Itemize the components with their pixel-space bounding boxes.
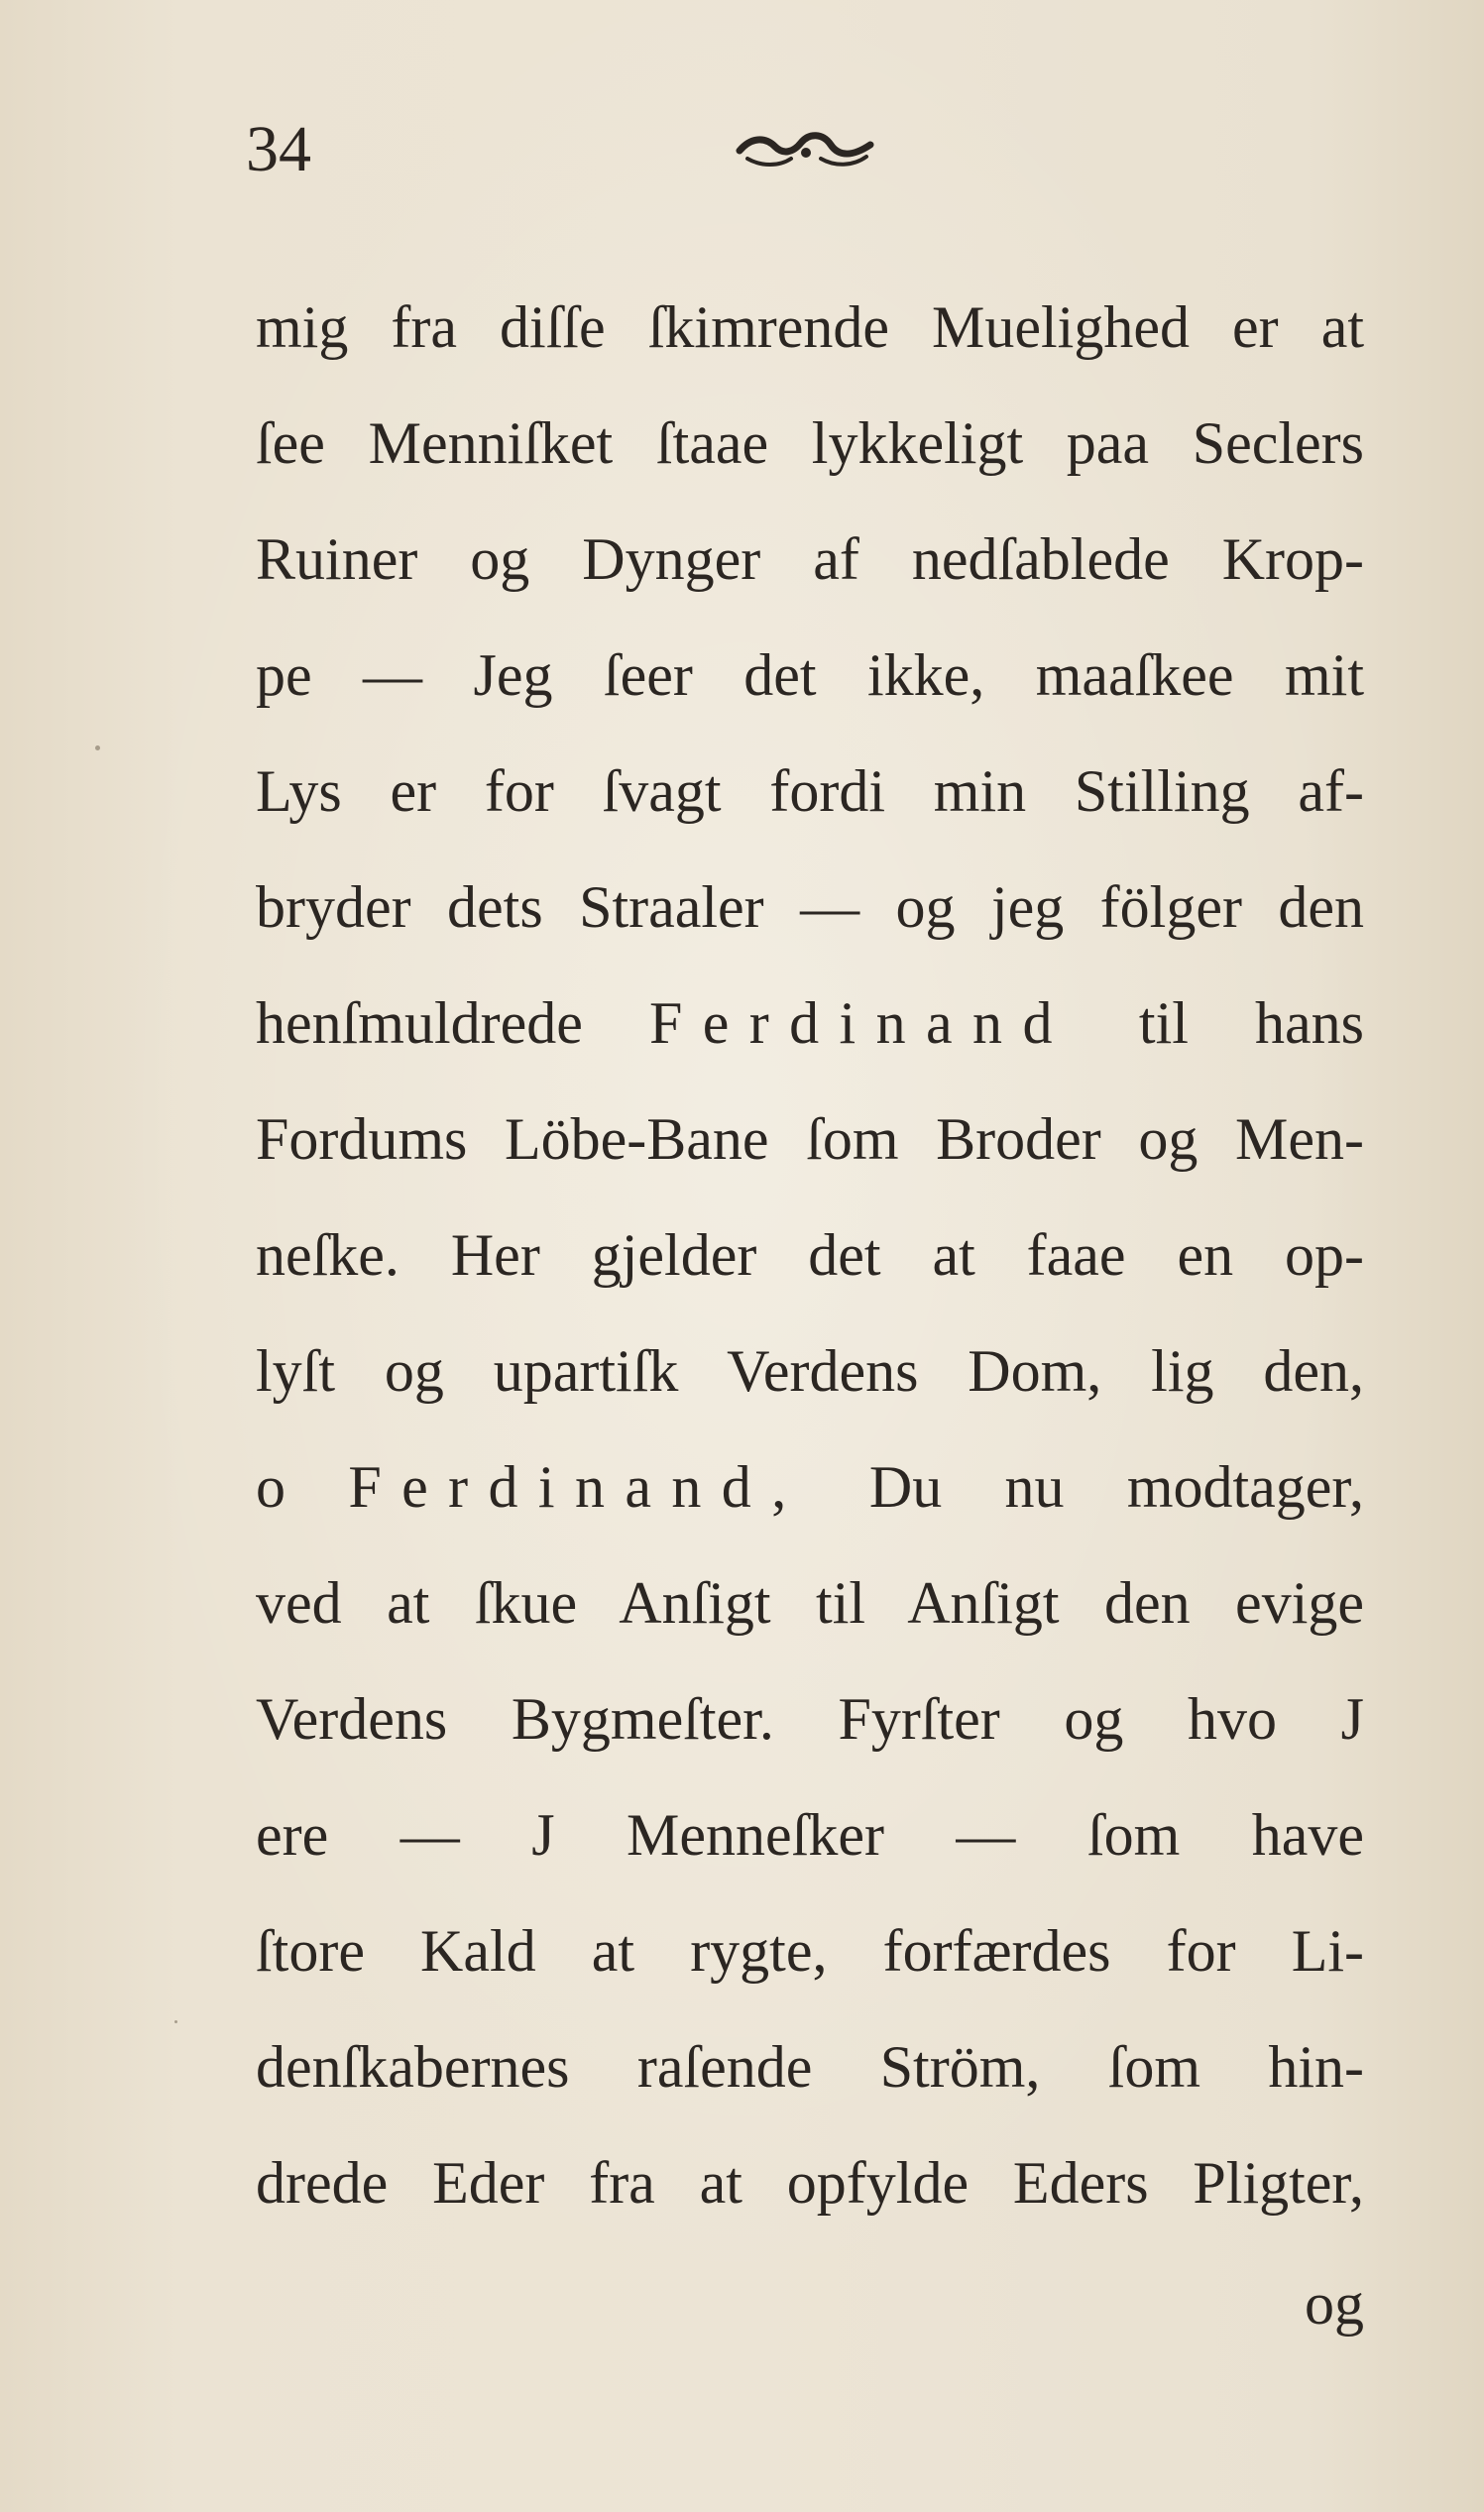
paper-speck	[174, 2020, 177, 2023]
text-line: bryder dets Straaler — og jeg fölger den	[256, 874, 1364, 940]
text-line: denſkabernes raſende Ström, ſom hin-	[256, 2034, 1364, 2100]
text-line: Fordums Löbe-Bane ſom Broder og Men-	[256, 1106, 1364, 1172]
text-line	[256, 1429, 1364, 1545]
text-line: mig fra diſſe ſkimrende Muelighed er at	[256, 294, 1364, 360]
text-line: ved at ſkue Anſigt til Anſigt den evige	[256, 1570, 1364, 1636]
text-line: ere — J Menneſker — ſom have	[256, 1802, 1364, 1868]
printer-ornament-icon	[732, 123, 880, 172]
body-text	[256, 270, 1364, 2241]
catchword: og	[1305, 2271, 1364, 2337]
text-line: neſke. Her gjelder det at faae en op-	[256, 1222, 1364, 1288]
text-line: Ruiner og Dynger af nedſablede Krop-	[256, 526, 1364, 592]
text-line	[256, 966, 1364, 1082]
spaced-name: Ferdinand,	[348, 1454, 807, 1520]
text-line: Verdens Bygmeſter. Fyrſter og hvo J	[256, 1686, 1364, 1752]
text-line: pe — Jeg ſeer det ikke, maaſkee mit	[256, 642, 1364, 708]
spaced-name: Ferdinand	[648, 990, 1073, 1056]
text-line: ſee Menniſket ſtaae lykkeligt paa Seclers	[256, 410, 1364, 476]
text-line-suffix: Du nu modtager,	[806, 1454, 1364, 1520]
text-line-prefix: o	[256, 1454, 349, 1520]
paper-speck	[95, 745, 100, 750]
text-line: lyſt og upartiſk Verdens Dom, lig den,	[256, 1338, 1364, 1404]
text-line-suffix: til hans	[1072, 990, 1364, 1056]
text-line-prefix: henſmuldrede	[256, 990, 649, 1056]
text-line: Lys er for ſvagt fordi min Stilling af-	[256, 758, 1364, 824]
page-number: 34	[246, 113, 311, 185]
text-line: drede Eder fra at opfylde Eders Pligter,	[256, 2150, 1364, 2216]
text-line: ſtore Kald at rygte, forfærdes for Li-	[256, 1918, 1364, 1984]
